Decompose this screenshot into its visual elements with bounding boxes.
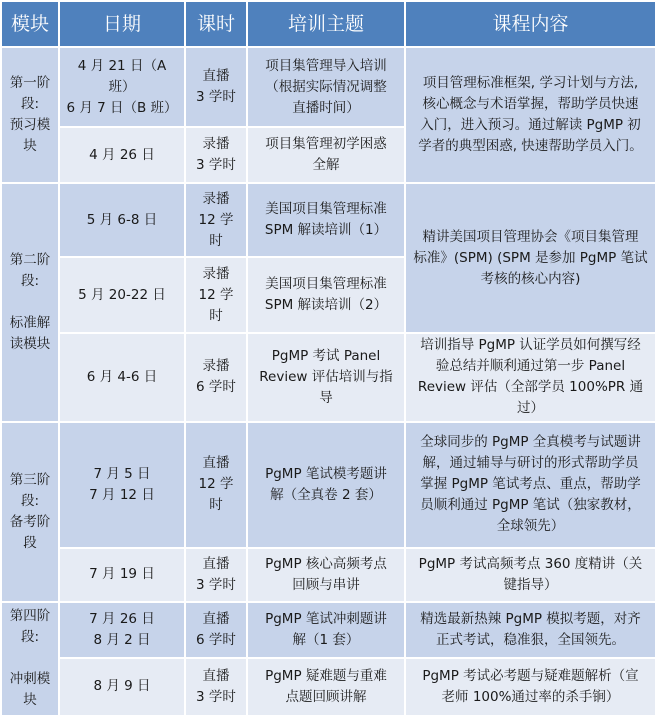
topic-cell: 项目集管理初学困惑 全解 [247, 127, 405, 183]
table-row [1, 183, 655, 257]
date-cell: 8 月 9 日 [59, 658, 185, 716]
module-cell: 第三阶 段: 备考阶 段 [1, 422, 59, 602]
hours-cell: 录播 3 学时 [185, 127, 247, 183]
hours-cell: 录播 6 学时 [185, 333, 247, 421]
content-cell: 培训指导 PgMP 认证学员如何撰写经 验总结并顺利通过第一步 Panel Review 评估（全部学员 100%PR 通过） [405, 333, 655, 421]
content-cell: 精选最新热辣 PgMP 模拟考题，对齐 正式考试，稳准狠，全国领先。 [405, 602, 655, 658]
header-row [1, 1, 655, 47]
date-cell: 4 月 21 日（A 班） 6 月 7 日（B 班） [59, 47, 185, 127]
content-cell: PgMP 考试必考题与疑难题解析（宣 老师 100%通过率的杀手锏） [405, 658, 655, 716]
module-cell: 第四阶 段: 冲刺模 块 [1, 602, 59, 716]
header-content: 课程内容 [405, 1, 655, 47]
table-row [1, 658, 655, 716]
topic-cell: PgMP 疑难题与重难 点题回顾讲解 [247, 658, 405, 716]
hours-cell: 直播 3 学时 [185, 47, 247, 127]
hours-cell: 直播 3 学时 [185, 658, 247, 716]
hours-cell: 录播 12 学 时 [185, 183, 247, 257]
content-cell: 项目管理标准框架, 学习计划与方法, 核心概念与术语掌握，帮助学员快速 入门，进入预习。通过解读 PgMP 初 学者的典型困惑, 快速帮助学员入门。 [405, 47, 655, 183]
topic-cell: PgMP 核心高频考点 回顾与串讲 [247, 548, 405, 602]
topic-cell: PgMP 考试 Panel Review 评估培训与指 导 [247, 333, 405, 421]
content-cell: 精讲美国项目管理协会《项目集管理 标准》(SPM) (SPM 是参加 PgMP 笔试 考核的核心内容) [405, 183, 655, 333]
content-cell: PgMP 考试高频考点 360 度精讲（关 键指导） [405, 548, 655, 602]
module-cell: 第二阶 段: 标准解 读模块 [1, 183, 59, 421]
date-cell: 5 月 6-8 日 [59, 183, 185, 257]
topic-cell: 项目集管理导入培训 （根据实际情况调整 直播时间） [247, 47, 405, 127]
date-cell: 4 月 26 日 [59, 127, 185, 183]
topic-cell: 美国项目集管理标准 SPM 解读培训（1） [247, 183, 405, 257]
content-cell: 全球同步的 PgMP 全真模考与试题讲 解，通过辅导与研讨的形式帮助学员 掌握 PgMP 笔试考点、重点，帮助学 员顺利通过 PgMP 笔试（独家教材， 全球领先） [405, 422, 655, 548]
date-cell: 5 月 20-22 日 [59, 257, 185, 333]
hours-cell: 录播 12 学 时 [185, 257, 247, 333]
topic-cell: PgMP 笔试模考题讲 解（全真卷 2 套） [247, 422, 405, 548]
hours-cell: 直播 12 学 时 [185, 422, 247, 548]
date-cell: 7 月 19 日 [59, 548, 185, 602]
table-row [1, 602, 655, 658]
table-row [1, 548, 655, 602]
table-row [1, 47, 655, 127]
header-hours: 课时 [185, 1, 247, 47]
hours-cell: 直播 3 学时 [185, 548, 247, 602]
date-cell: 7 月 5 日 7 月 12 日 [59, 422, 185, 548]
topic-cell: 美国项目集管理标准 SPM 解读培训（2） [247, 257, 405, 333]
header-date: 日期 [59, 1, 185, 47]
date-cell: 7 月 26 日 8 月 2 日 [59, 602, 185, 658]
module-cell: 第一阶 段: 预习模 块 [1, 47, 59, 183]
topic-cell: PgMP 笔试冲刺题讲 解（1 套） [247, 602, 405, 658]
header-module: 模块 [1, 1, 59, 47]
header-topic: 培训主题 [247, 1, 405, 47]
table-row [1, 333, 655, 421]
table-row [1, 422, 655, 548]
date-cell: 6 月 4-6 日 [59, 333, 185, 421]
hours-cell: 直播 6 学时 [185, 602, 247, 658]
